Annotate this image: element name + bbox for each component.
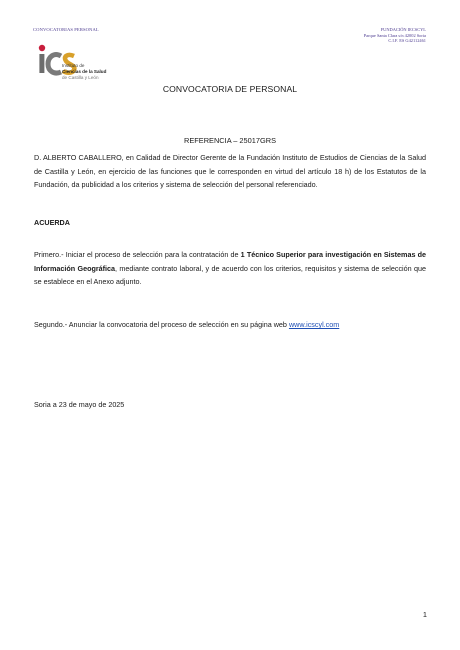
logo-line-strong: Ciencias de la Salud xyxy=(62,68,107,74)
primero-paragraph xyxy=(34,248,426,289)
header-address-line: Parque Santa Clara s/n 42002 Soria xyxy=(363,32,426,38)
position-title: 1 Técnico Superior para investigación en Sistemas de Información Geográfica xyxy=(34,250,426,273)
segundo-paragraph xyxy=(34,318,426,332)
segundo-text: Segundo.- Anunciar la convocatoria del proceso de selección en su página web xyxy=(34,320,289,329)
intro-paragraph: D. ALBERTO CABALLERO, en Calidad de Director Gerente de la Fundación Instituto de Estudios de Ciencias de la Salud de Castilla y León, en ejercicio de las funciones que le corresponden en virtud del artículo 18 h) de los Estatutos de la Fundación, da publicidad a los criterios y sistema de selección del personal referenciado. xyxy=(34,153,426,190)
date-line: Soria a 23 de mayo de 2025 xyxy=(34,400,125,409)
primero-text: Primero.- Iniciar el proceso de selección para la contratación de xyxy=(34,250,241,259)
header-section-label: CONVOCATORIAS PERSONAL xyxy=(33,27,99,32)
document-title: CONVOCATORIA DE PERSONAL xyxy=(162,84,298,94)
reference-code: REFERENCIA – 25017GRS xyxy=(183,136,276,145)
logo-line: de Castilla y León xyxy=(62,74,99,80)
header-foundation-address xyxy=(364,27,426,44)
page-number: 1 xyxy=(422,610,427,619)
header-address-line: C.I.F. ES G42112461 xyxy=(388,38,426,44)
acuerda-heading: ACUERDA xyxy=(34,218,70,227)
logo-line: Instituto de xyxy=(62,63,85,68)
logo-institute-name xyxy=(62,63,106,80)
header-address-line: FUNDACIÓN IECSCYL xyxy=(380,27,426,32)
website-link[interactable]: www.icscyl.com xyxy=(288,320,340,329)
primero-text-end: , mediante contrato laboral, y de acuerdo con los criterios, requisitos y sistema de selección que se establece en el Anexo adjunto. xyxy=(34,263,426,287)
